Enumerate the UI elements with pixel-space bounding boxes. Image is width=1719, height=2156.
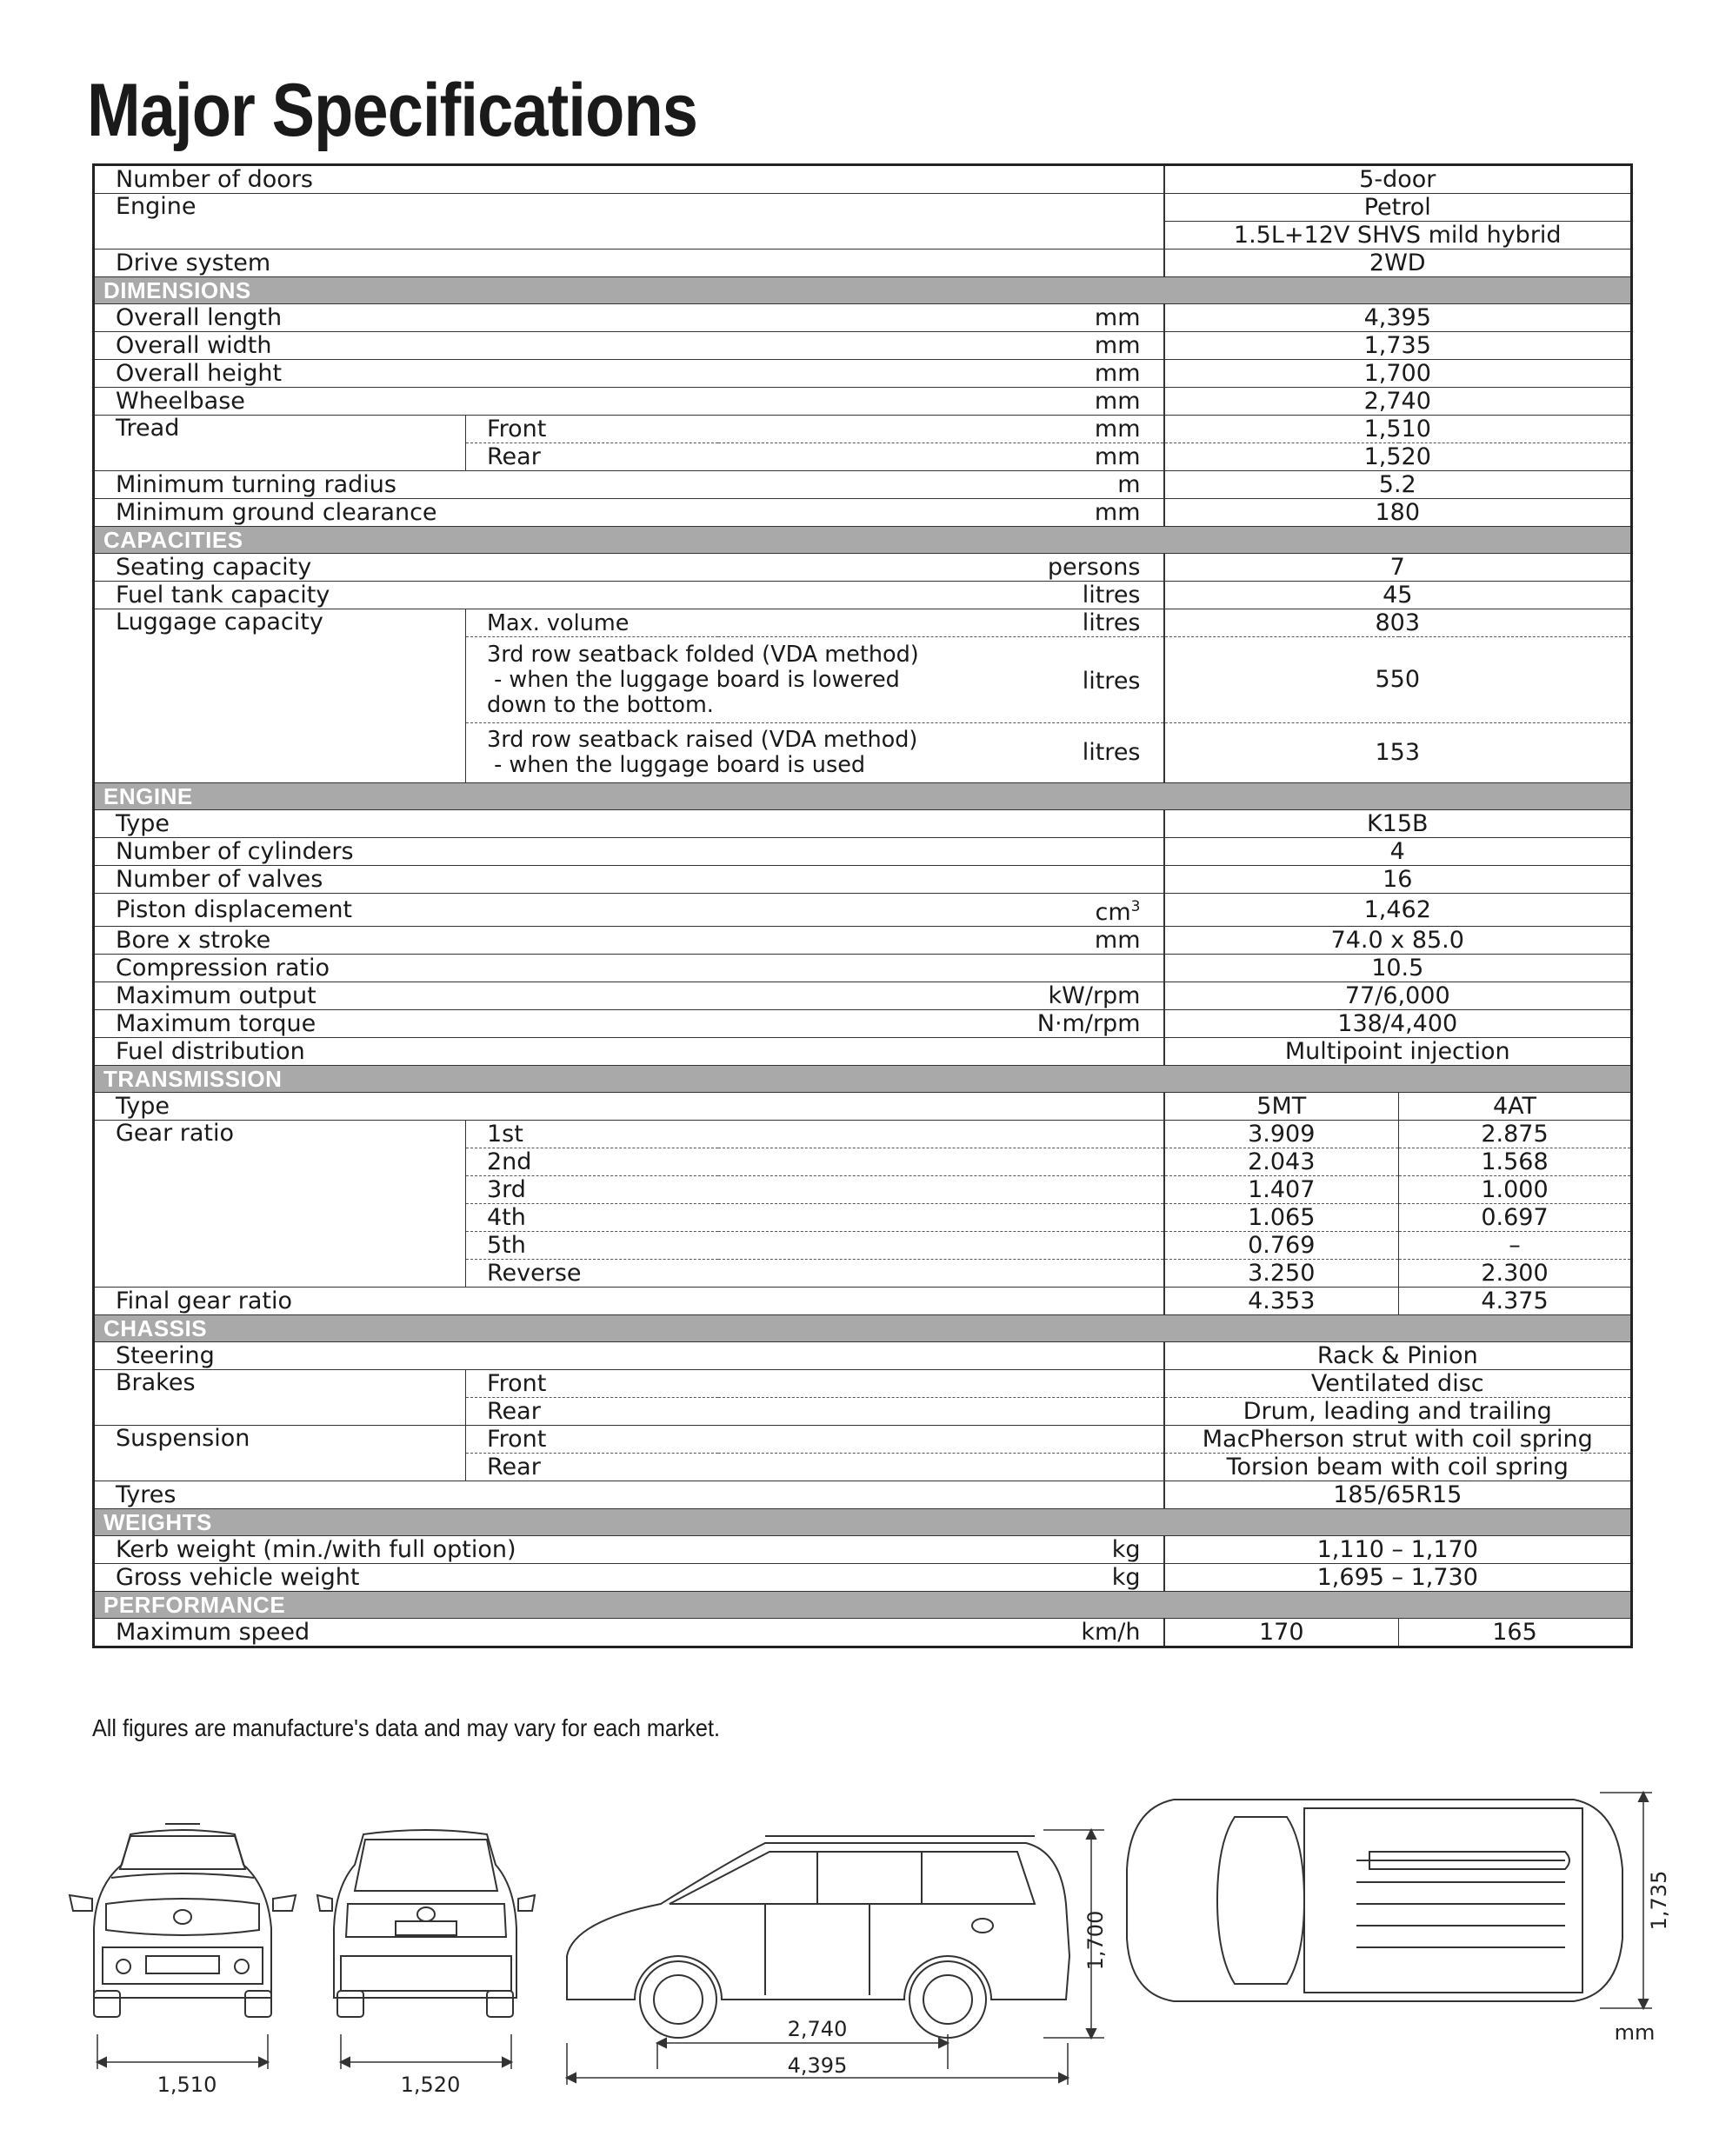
row-unit <box>718 894 1164 927</box>
length-dimension: 4,395 <box>787 2053 848 2078</box>
row-sublabel <box>466 637 1164 723</box>
section-header <box>94 1066 1632 1093</box>
table-row <box>94 894 1632 927</box>
width-dimension: 1,735 <box>1647 1870 1671 1931</box>
table-row <box>94 927 1632 955</box>
table-row <box>94 582 1632 609</box>
row-value: 1,695 – 1,730 <box>1164 1564 1632 1592</box>
row-sublabel: 1st <box>466 1121 1164 1148</box>
table-row <box>94 1342 1632 1370</box>
height-dimension: 1,700 <box>1083 1910 1108 1971</box>
table-row <box>94 1619 1632 1647</box>
row-unit: m <box>718 471 1164 499</box>
rear-view-illustration <box>317 1830 535 2069</box>
section-title: ENGINE <box>94 783 1632 810</box>
column-header-4at: 4AT <box>1399 1093 1632 1121</box>
row-value: 0.697 <box>1399 1204 1632 1232</box>
table-row <box>94 1564 1632 1592</box>
row-value: 1.5L+12V SHVS mild hybrid <box>1164 222 1632 250</box>
row-unit: mm <box>718 927 1164 955</box>
row-unit: mm <box>718 416 1164 443</box>
table-row <box>94 360 1632 388</box>
row-label: Overall width <box>94 332 718 360</box>
row-value: 1,735 <box>1164 332 1632 360</box>
rear-tread-dimension: 1,520 <box>400 2073 461 2097</box>
row-unit: litres <box>1082 667 1141 695</box>
row-label: Wheelbase <box>94 388 718 416</box>
front-tread-dimension: 1,510 <box>157 2073 217 2097</box>
row-unit: litres <box>1082 739 1141 766</box>
row-label: Steering <box>94 1342 1164 1370</box>
row-label: Bore x stroke <box>94 927 718 955</box>
spec-table <box>92 163 1633 1648</box>
section-header <box>94 527 1632 554</box>
row-sublabel: Rear <box>466 1398 1164 1426</box>
row-unit: mm <box>718 499 1164 527</box>
row-unit: litres <box>718 582 1164 609</box>
table-row <box>94 499 1632 527</box>
section-title: PERFORMANCE <box>94 1592 1632 1619</box>
row-label: Maximum torque <box>94 1010 718 1038</box>
section-header <box>94 783 1632 810</box>
row-sublabel: Front <box>466 416 718 443</box>
table-row <box>94 165 1632 194</box>
row-label: Luggage capacity <box>94 609 466 783</box>
row-value: – <box>1399 1232 1632 1260</box>
table-row <box>94 416 1632 443</box>
row-label: Fuel tank capacity <box>94 582 718 609</box>
row-unit: N·m/rpm <box>718 1010 1164 1038</box>
row-value: 1,110 – 1,170 <box>1164 1536 1632 1564</box>
table-row <box>94 194 1632 222</box>
section-header <box>94 1509 1632 1536</box>
row-value: 4.353 <box>1164 1288 1399 1315</box>
luggage-raised-line2: - when the luggage board is used <box>487 752 866 778</box>
row-label: Type <box>94 1093 1164 1121</box>
table-row <box>94 250 1632 277</box>
top-view-illustration <box>1127 1793 1652 2008</box>
table-row <box>94 1370 1632 1398</box>
row-value: 7 <box>1164 554 1632 582</box>
row-unit: mm <box>718 332 1164 360</box>
row-label: Number of valves <box>94 866 1164 894</box>
wheelbase-dimension: 2,740 <box>787 2017 848 2041</box>
row-value: 4,395 <box>1164 304 1632 332</box>
row-value: 3.250 <box>1164 1260 1399 1288</box>
row-sublabel: 4th <box>466 1204 1164 1232</box>
luggage-folded-line2: - when the luggage board is lowered <box>487 666 900 693</box>
row-unit: mm <box>718 443 1164 471</box>
row-sublabel: Rear <box>466 1454 1164 1481</box>
table-row <box>94 1288 1632 1315</box>
row-label: Compression ratio <box>94 955 1164 982</box>
row-label: Gear ratio <box>94 1121 466 1288</box>
table-row <box>94 304 1632 332</box>
row-value: 803 <box>1164 609 1632 637</box>
row-label: Minimum turning radius <box>94 471 718 499</box>
row-value: 16 <box>1164 866 1632 894</box>
row-label: Brakes <box>94 1370 466 1426</box>
row-value: 180 <box>1164 499 1632 527</box>
section-title: WEIGHTS <box>94 1509 1632 1536</box>
table-row <box>94 388 1632 416</box>
side-view-illustration <box>567 1830 1104 2085</box>
table-row <box>94 810 1632 838</box>
table-row <box>94 982 1632 1010</box>
row-value: 5.2 <box>1164 471 1632 499</box>
row-label: Engine <box>94 194 1164 250</box>
table-row <box>94 1093 1632 1121</box>
row-sublabel: Front <box>466 1426 1164 1454</box>
section-header <box>94 1315 1632 1342</box>
row-value: 153 <box>1164 723 1632 783</box>
row-value: 77/6,000 <box>1164 982 1632 1010</box>
section-title: CAPACITIES <box>94 527 1632 554</box>
row-value: 2.300 <box>1399 1260 1632 1288</box>
section-header <box>94 277 1632 304</box>
row-value: 1,520 <box>1164 443 1632 471</box>
row-label: Kerb weight (min./with full option) <box>94 1536 718 1564</box>
row-value: 1.407 <box>1164 1176 1399 1204</box>
row-value: 5-door <box>1164 165 1632 194</box>
luggage-folded-line1: 3rd row seatback folded (VDA method) <box>487 641 919 668</box>
table-row <box>94 554 1632 582</box>
column-header-5mt: 5MT <box>1164 1093 1399 1121</box>
vehicle-dimension-drawings <box>0 1782 1719 2113</box>
row-sublabel: 2nd <box>466 1148 1164 1176</box>
row-value: Ventilated disc <box>1164 1370 1632 1398</box>
row-value: 185/65R15 <box>1164 1481 1632 1509</box>
row-value: Torsion beam with coil spring <box>1164 1454 1632 1481</box>
row-unit: kg <box>718 1536 1164 1564</box>
section-title: CHASSIS <box>94 1315 1632 1342</box>
table-row <box>94 609 1632 637</box>
table-row <box>94 1536 1632 1564</box>
row-value: 550 <box>1164 637 1632 723</box>
luggage-folded-line3: down to the bottom. <box>487 691 714 718</box>
row-value: 2.875 <box>1399 1121 1632 1148</box>
row-sublabel: Front <box>466 1370 1164 1398</box>
row-label: Number of doors <box>116 165 313 193</box>
footnote: All figures are manufacture's data and may vary for each market. <box>92 1714 720 1741</box>
row-label: Overall height <box>94 360 718 388</box>
table-row <box>94 1426 1632 1454</box>
row-label: Type <box>94 810 1164 838</box>
row-unit: persons <box>718 554 1164 582</box>
row-unit: litres <box>718 609 1164 637</box>
row-value: 10.5 <box>1164 955 1632 982</box>
luggage-raised-line1: 3rd row seatback raised (VDA method) <box>487 727 918 753</box>
row-label: Final gear ratio <box>94 1288 1164 1315</box>
row-value: 2,740 <box>1164 388 1632 416</box>
row-label: Number of cylinders <box>94 838 1164 866</box>
row-label: Maximum speed <box>94 1619 718 1647</box>
row-value: 138/4,400 <box>1164 1010 1632 1038</box>
row-label: Piston displacement <box>94 894 718 927</box>
row-sublabel: 5th <box>466 1232 1164 1260</box>
row-value: 74.0 x 85.0 <box>1164 927 1632 955</box>
row-sublabel <box>466 723 1164 783</box>
section-title: DIMENSIONS <box>94 277 1632 304</box>
row-label: Drive system <box>94 250 1164 277</box>
row-value: 1.000 <box>1399 1176 1632 1204</box>
row-value: 1.568 <box>1399 1148 1632 1176</box>
row-value: Multipoint injection <box>1164 1038 1632 1066</box>
row-value: 4.375 <box>1399 1288 1632 1315</box>
row-value: 45 <box>1164 582 1632 609</box>
table-row <box>94 332 1632 360</box>
row-unit: mm <box>718 360 1164 388</box>
table-row <box>94 471 1632 499</box>
row-value: Petrol <box>1164 194 1632 222</box>
row-label: Gross vehicle weight <box>94 1564 718 1592</box>
row-value: Drum, leading and trailing <box>1164 1398 1632 1426</box>
row-value: 1,462 <box>1164 894 1632 927</box>
table-row <box>94 1010 1632 1038</box>
row-label: Minimum ground clearance <box>94 499 718 527</box>
row-label: Tread <box>94 416 466 471</box>
table-row <box>94 838 1632 866</box>
row-label: Fuel distribution <box>94 1038 1164 1066</box>
row-value: 0.769 <box>1164 1232 1399 1260</box>
row-label: Maximum output <box>94 982 718 1010</box>
row-unit: kg <box>718 1564 1164 1592</box>
row-value: 170 <box>1164 1619 1399 1647</box>
table-row <box>94 866 1632 894</box>
row-label: Suspension <box>94 1426 466 1481</box>
table-row <box>94 1481 1632 1509</box>
unit-base: cm <box>1095 899 1131 926</box>
table-row <box>94 1038 1632 1066</box>
section-header <box>94 1592 1632 1619</box>
row-value: Rack & Pinion <box>1164 1342 1632 1370</box>
row-sublabel: 3rd <box>466 1176 1164 1204</box>
row-value: 4 <box>1164 838 1632 866</box>
row-unit: km/h <box>718 1619 1164 1647</box>
row-value: 2.043 <box>1164 1148 1399 1176</box>
row-sublabel: Reverse <box>466 1260 1164 1288</box>
row-value: K15B <box>1164 810 1632 838</box>
row-value: MacPherson strut with coil spring <box>1164 1426 1632 1454</box>
row-unit: mm <box>718 304 1164 332</box>
page-title: Major Specifications <box>87 69 698 152</box>
row-sublabel: Max. volume <box>466 609 718 637</box>
row-unit: kW/rpm <box>718 982 1164 1010</box>
row-unit: mm <box>718 388 1164 416</box>
row-value: 1,700 <box>1164 360 1632 388</box>
row-label: Seating capacity <box>94 554 718 582</box>
row-value: 165 <box>1399 1619 1632 1647</box>
table-row <box>94 1121 1632 1148</box>
unit-superscript: 3 <box>1130 898 1141 915</box>
row-value: 1.065 <box>1164 1204 1399 1232</box>
row-value: 3.909 <box>1164 1121 1399 1148</box>
front-view-illustration <box>70 1824 296 2069</box>
drawing-unit-label: mm <box>1614 2020 1656 2045</box>
row-label: Tyres <box>94 1481 1164 1509</box>
row-value: 2WD <box>1164 250 1632 277</box>
row-sublabel: Rear <box>466 443 718 471</box>
row-label: Overall length <box>94 304 718 332</box>
table-row <box>94 955 1632 982</box>
row-value: 1,510 <box>1164 416 1632 443</box>
section-title: TRANSMISSION <box>94 1066 1632 1093</box>
